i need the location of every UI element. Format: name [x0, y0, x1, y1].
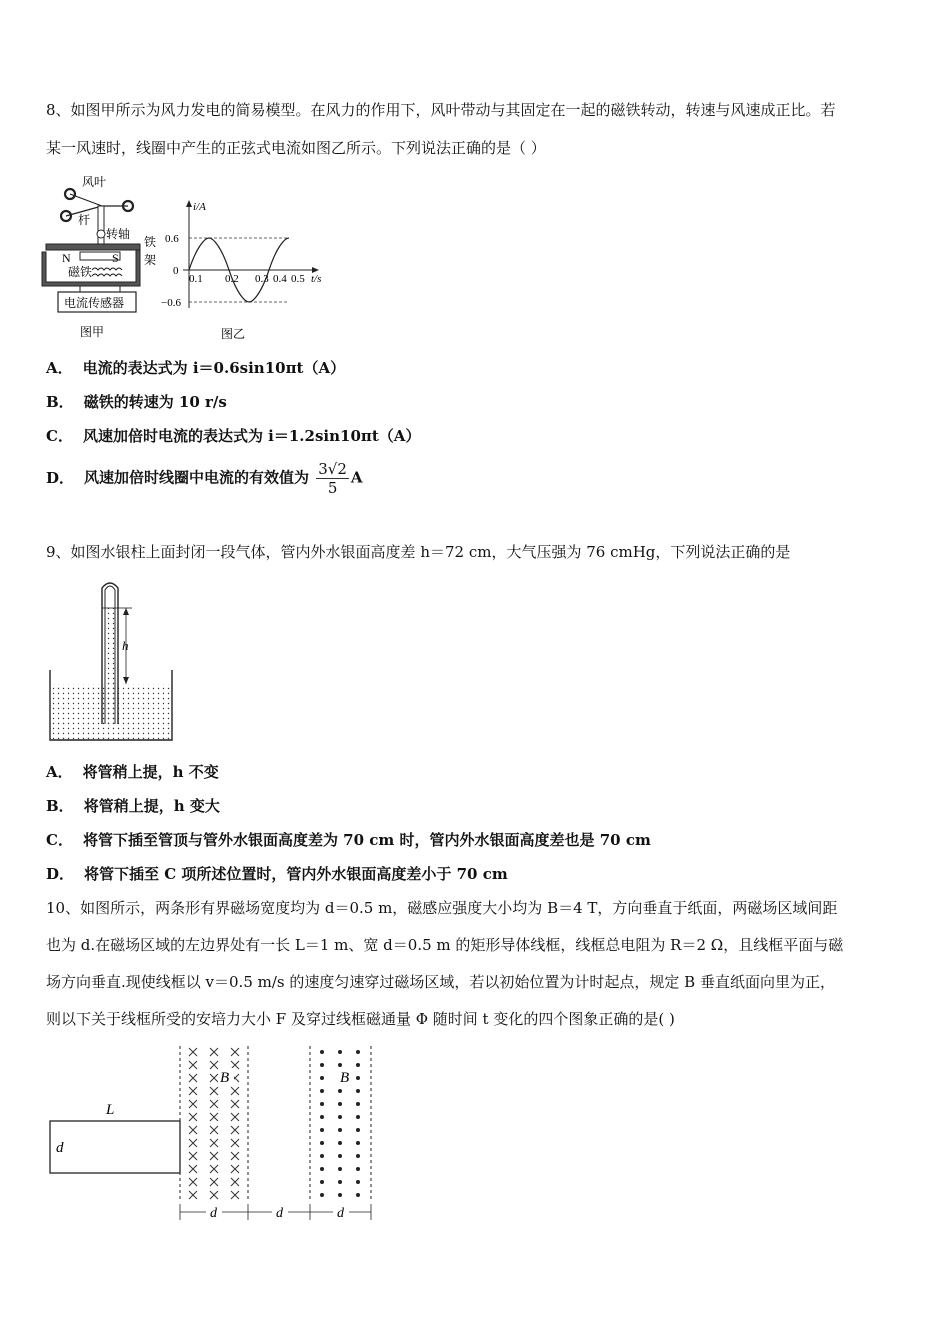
field-cross-mark [189, 1191, 197, 1199]
fraction [316, 460, 349, 497]
field-dot-mark [338, 1167, 342, 1171]
y-tick-low: −0.6 [161, 297, 181, 309]
y-axis-label: i/A [193, 201, 206, 213]
coil [92, 268, 122, 276]
fraction-denominator: 5 [327, 479, 338, 497]
field-cross-mark [231, 1139, 239, 1147]
field-cross-mark [189, 1100, 197, 1108]
field-dot-mark [338, 1128, 342, 1132]
field-cross-mark [189, 1152, 197, 1160]
field-dot-mark [356, 1089, 360, 1093]
option-text: 将管下插至管顶与管外水银面高度差为 70 cm 时，管内外水银面高度差也是 70 cm [82, 831, 651, 849]
field-dot-mark [320, 1193, 324, 1197]
q9-option-b[interactable] [46, 795, 220, 816]
label-d-frame: d [56, 1140, 64, 1156]
y-tick-zero: 0 [173, 265, 179, 277]
q9-option-a[interactable] [46, 761, 219, 782]
field-dot-mark [320, 1076, 324, 1080]
field-cross-mark [231, 1178, 239, 1186]
field-cross-mark [231, 1048, 239, 1056]
q9-stem: 9、如图水银柱上面封闭一段气体，管内外水银面高度差 h＝72 cm，大气压强为 76 cmHg，下列说法正确的是 [46, 543, 791, 561]
q8-option-d[interactable] [46, 460, 363, 497]
label-B2: B [340, 1070, 350, 1086]
field-cross-mark [231, 1191, 239, 1199]
field-cross-mark [231, 1165, 239, 1173]
field-cross-mark [210, 1126, 218, 1134]
field-dot-mark [320, 1102, 324, 1106]
q8-figure-b [161, 198, 335, 344]
label-tie: 铁 [144, 235, 157, 249]
q9-option-d[interactable] [46, 863, 508, 884]
field-dot-mark [356, 1063, 360, 1067]
option-label: C． [46, 831, 73, 849]
field-dot-mark [320, 1180, 324, 1184]
field-dot-mark [320, 1089, 324, 1093]
option-label: A． [46, 359, 73, 377]
x-tick-1: 0.1 [189, 273, 203, 285]
option-text: 电流的表达式为 i＝0.6sin10πt（A） [82, 359, 346, 377]
field-cross-mark [210, 1139, 218, 1147]
field-cross-mark [189, 1087, 197, 1095]
option-text: 风速加倍时电流的表达式为 i＝1.2sin10πt（A） [82, 427, 421, 445]
dim-d2: d [276, 1206, 283, 1221]
field-cross-mark [189, 1074, 197, 1082]
q8-option-a[interactable] [46, 357, 345, 378]
field-cross-mark [210, 1048, 218, 1056]
label-N: N [62, 251, 71, 265]
x-tick-5: 0.5 [291, 273, 305, 285]
option-text: 磁铁的转速为 10 r/s [83, 393, 227, 411]
option-label: D． [46, 468, 75, 487]
field-cross-mark [189, 1126, 197, 1134]
option-text: 风速加倍时线圈中电流的有效值为 [84, 468, 310, 487]
label-citie: 磁铁 [68, 265, 93, 279]
x-tick-4: 0.4 [273, 273, 287, 285]
x-tick-2: 0.2 [225, 273, 239, 285]
field-dot-mark [356, 1050, 360, 1054]
field-dot-mark [356, 1167, 360, 1171]
field-dot-mark [338, 1115, 342, 1119]
label-sensor: 电流传感器 [64, 296, 125, 310]
wire-frame [50, 1121, 180, 1173]
option-label: A． [46, 763, 73, 781]
field-dot-mark [356, 1154, 360, 1158]
field-dot-mark [320, 1128, 324, 1132]
field-dot-mark [356, 1128, 360, 1132]
field-dot-mark [338, 1154, 342, 1158]
label-fengye: 风叶 [82, 175, 107, 189]
field-cross-mark [231, 1087, 239, 1095]
option-label: D． [46, 865, 75, 883]
field-cross-mark [231, 1126, 239, 1134]
q8-option-c[interactable] [46, 425, 420, 446]
q8-stem-line1: 8、如图甲所示为风力发电的简易模型。在风力的作用下，风叶带动与其固定在一起的磁铁转动，转速与风速成正比。若 [46, 101, 836, 119]
option-text: 将管稍上提，h 不变 [82, 763, 219, 781]
field-cross-mark [189, 1048, 197, 1056]
fraction-numerator: 3√2 [318, 460, 347, 478]
x-tick-3: 0.3 [255, 273, 269, 285]
label-h: h [122, 638, 129, 653]
field-dot-mark [320, 1154, 324, 1158]
dim-d3: d [337, 1206, 344, 1221]
field-cross-mark [189, 1061, 197, 1069]
field-dot-mark [338, 1193, 342, 1197]
label-B1: B [220, 1070, 230, 1086]
field-dot-mark [356, 1115, 360, 1119]
field-cross-mark [231, 1113, 239, 1121]
option-text: 将管稍上提，h 变大 [83, 797, 220, 815]
field-dot-mark [320, 1050, 324, 1054]
mercury-column [105, 608, 115, 724]
label-jia: 架 [144, 253, 157, 267]
label-L: L [106, 1102, 115, 1118]
field-dot-mark [338, 1089, 342, 1093]
q8-stem-line2: 某一风速时，线圈中产生的正弦式电流如图乙所示。下列说法正确的是（ ） [46, 139, 546, 157]
label-S: S [112, 251, 119, 265]
field-dot-mark [338, 1180, 342, 1184]
field-dot-mark [320, 1141, 324, 1145]
field-dot-mark [338, 1141, 342, 1145]
q10-stem-line2: 也为 d.在磁场区域的左边界处有一长 L＝1 m、宽 d＝0.5 m 的矩形导体线框，线框总电阻为 R＝2 Ω，且线框平面与磁 [46, 936, 844, 954]
dim-d1: d [210, 1206, 217, 1221]
field-cross-mark [210, 1087, 218, 1095]
q8-figure-a [40, 172, 170, 344]
field-cross-mark [210, 1074, 218, 1082]
q10-figure [46, 1040, 386, 1226]
q10-stem-line1: 10、如图所示，两条形有界磁场宽度均为 d＝0.5 m，磁感应强度大小均为 B＝4 T，方向垂直于纸面，两磁场区域间距 [46, 899, 838, 917]
caption-a: 图甲 [80, 325, 105, 339]
field-dot-mark [356, 1180, 360, 1184]
field-dot-mark [320, 1167, 324, 1171]
field-cross-mark [189, 1113, 197, 1121]
field-dot-mark [338, 1063, 342, 1067]
option-label: C． [46, 427, 73, 445]
field-cross-mark [210, 1165, 218, 1173]
option-text: 将管下插至 C 项所述位置时，管内外水银面高度差小于 70 cm [84, 865, 508, 883]
field-cross-mark [210, 1100, 218, 1108]
option-unit: A [350, 468, 363, 487]
field-cross-mark [231, 1061, 239, 1069]
caption-b: 图乙 [221, 327, 246, 341]
x-axis-label: t/s [311, 273, 322, 285]
field-cross-mark [189, 1178, 197, 1186]
field-cross-mark [210, 1191, 218, 1199]
field-dot-mark [356, 1102, 360, 1106]
field-dot-mark [338, 1050, 342, 1054]
q10-stem-line4: 则以下关于线框所受的安培力大小 F 及穿过线框磁通量 Φ 随时间 t 变化的四个图象正确的是( ) [46, 1010, 675, 1028]
option-label: B． [46, 797, 74, 815]
field-cross-mark [231, 1100, 239, 1108]
q8-option-b[interactable] [46, 391, 227, 412]
q9-figure [46, 576, 176, 746]
field-cross-mark [210, 1152, 218, 1160]
field-dot-mark [320, 1063, 324, 1067]
option-label: B． [46, 393, 74, 411]
field-cross-mark [210, 1113, 218, 1121]
field-dot-mark [356, 1076, 360, 1080]
field-cross-mark [210, 1061, 218, 1069]
field-dot-mark [338, 1102, 342, 1106]
field-dot-mark [320, 1115, 324, 1119]
field-dot-mark [356, 1193, 360, 1197]
q9-option-c[interactable] [46, 829, 651, 850]
field-cross-mark [189, 1139, 197, 1147]
field-cross-mark [231, 1152, 239, 1160]
y-tick-high: 0.6 [165, 233, 179, 245]
label-zhuanzhou: 转轴 [106, 227, 131, 241]
q10-stem-line3: 场方向垂直.现使线框以 v＝0.5 m/s 的速度匀速穿过磁场区域，若以初始位置为计时起点，规定 B 垂直纸面向里为正， [46, 973, 835, 991]
label-gan: 杆 [78, 213, 91, 227]
field-cross-mark [210, 1178, 218, 1186]
field-cross-mark [189, 1165, 197, 1173]
field-dot-mark [356, 1141, 360, 1145]
